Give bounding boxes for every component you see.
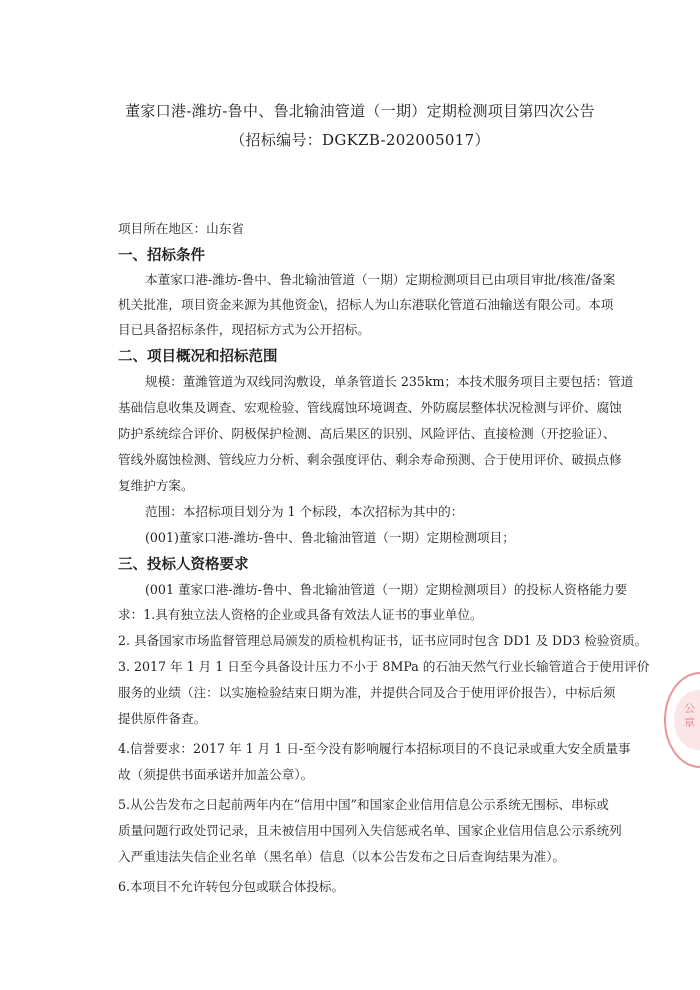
- paragraph-line: 4.信誉要求：2017 年 1 月 1 日-至今没有影响履行本招标项目的不良记录或重大安全质量事: [118, 741, 631, 756]
- paragraph-line: 本董家口港-潍坊-鲁中、鲁北输油管道（一期）定期检测项目已由项目审批/核准/备案: [145, 272, 616, 287]
- paragraph-line: 5.从公告发布之日起前两年内在“信用中国”和国家企业信用信息公示系统无围标、串标或: [118, 797, 609, 812]
- paragraph-line: 故（须提供书面承诺并加盖公章）。: [118, 767, 314, 782]
- paragraph-line: 服务的业绩（注：以实施检验结束日期为准，并提供合同及合于使用评价报告），中标后须: [118, 685, 616, 700]
- paragraph-line: 2. 具备国家市场监督管理总局颁发的质检机构证书，证书应同时包含 DD1 及 DD3 检验资质。: [118, 633, 648, 648]
- paragraph-line: 提供原件备查。: [118, 711, 207, 726]
- paragraph-line: (001)董家口港-潍坊-鲁中、鲁北输油管道（一期）定期检测项目；: [145, 530, 515, 545]
- official-seal-text: 公章: [684, 702, 695, 729]
- paragraph-line: 防护系统综合评价、阴极保护检测、高后果区的识别、风险评估、直接检测（开挖验证）、: [118, 426, 616, 441]
- section-heading-bidder-qualifications: 三、投标人资格要求: [118, 557, 249, 573]
- paragraph-line: 复维护方案。: [118, 478, 194, 493]
- paragraph-line: 范围：本招标项目划分为 1 个标段，本次招标为其中的：: [145, 504, 464, 519]
- paragraph-line: (001 董家口港-潍坊-鲁中、鲁北输油管道（一期）定期检测项目）的投标人资格能力要: [145, 582, 628, 597]
- paragraph-line: 质量问题行政处罚记录，且未被信用中国列入失信惩戒名单、国家企业信用信息公示系统列: [118, 823, 622, 838]
- paragraph-line: 机关批准，项目资金来源为其他资金\，招标人为山东港联化管道石油输送有限公司。本项: [118, 297, 614, 312]
- paragraph-line: 求：1.具有独立法人资格的企业或具备有效法人证书的事业单位。: [118, 607, 483, 622]
- project-region: 项目所在地区：山东省: [118, 221, 244, 236]
- paragraph-line: 入严重违法失信企业名单（黑名单）信息（以本公告发布之日后查询结果为准）。: [118, 849, 566, 864]
- section-heading-project-overview: 二、项目概况和招标范围: [118, 349, 278, 365]
- paragraph-line: 规模：董潍管道为双线同沟敷设，单条管道长 235km；本技术服务项目主要包括：管道: [145, 374, 634, 389]
- paragraph-line: 管线外腐蚀检测、管线应力分析、剩余强度评估、剩余寿命预测、合于使用评价、破损点修: [118, 452, 622, 467]
- tender-number: （招标编号：DGKZB-202005017）: [230, 131, 490, 149]
- paragraph-line: 3. 2017 年 1 月 1 日至今具备设计压力不小于 8MPa 的石油天然气行业长输管道合于使用评价: [118, 659, 650, 674]
- paragraph-line: 基础信息收集及调查、宏观检验、管线腐蚀环境调查、外防腐层整体状况检测与评价、腐蚀: [118, 400, 622, 415]
- document-title: 董家口港-潍坊-鲁中、鲁北输油管道（一期）定期检测项目第四次公告: [125, 102, 595, 120]
- section-heading-tender-conditions: 一、招标条件: [118, 248, 205, 264]
- paragraph-line: 6.本项目不允许转包分包或联合体投标。: [118, 879, 345, 894]
- paragraph-line: 目已具备招标条件，现招标方式为公开招标。: [118, 322, 370, 337]
